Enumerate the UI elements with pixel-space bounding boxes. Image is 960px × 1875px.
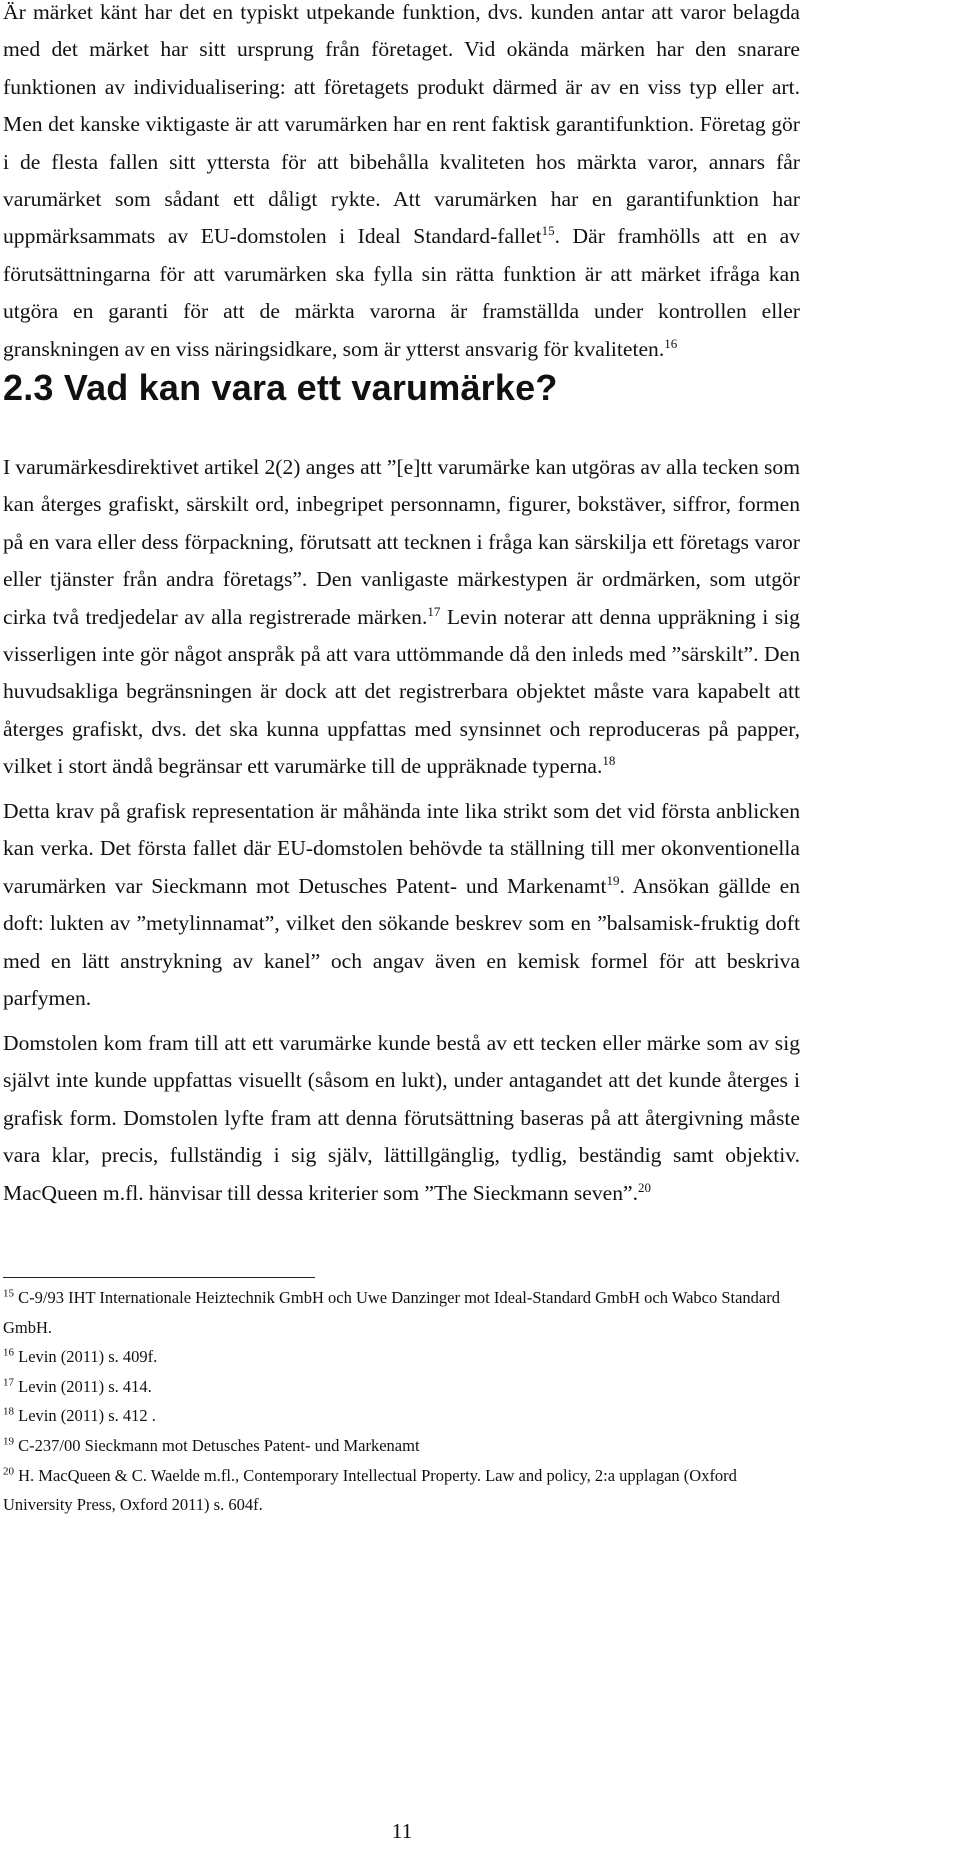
footnote-ref-17: 17 bbox=[427, 603, 441, 619]
paragraph-court-ruling bbox=[3, 1025, 800, 1212]
footnote-19 bbox=[3, 1431, 800, 1461]
footnote-number: 18 bbox=[3, 1405, 14, 1418]
paragraph-text: I varumärkesdirektivet artikel 2(2) anges att ”[e]tt varumärke kan utgöras av alla tecken som kan återges grafiskt, särskilt ord, inbegripet personnamn, figurer, bokstäver, siffror, formen på en vara eller dess förpackning, förutsatt att tecknen i fråga kan särskilja ett företags varor eller tjänster från andra företags”. Den vanligaste märkestypen är ordmärken, som utgör cirka två tredjedelar av alla registrerade märken. bbox=[3, 455, 800, 629]
paragraph-text: Domstolen kom fram till att ett varumärke kunde bestå av ett tecken eller märke som av sig självt inte kunde uppfattas visuellt (såsom en lukt), under antagandet att det kunde återges i grafisk form. Domstolen lyfte fram att denna förutsättning baseras på att återgivning måste vara klar, precis, fullständig i sig själv, lättillgänglig, tydlig, beständig samt objektiv. MacQueen m.fl. hänvisar till dessa kriterier som ”The Sieckmann seven”. bbox=[3, 1031, 800, 1205]
footnote-15 bbox=[3, 1283, 800, 1342]
footnote-separator bbox=[3, 1277, 315, 1278]
footnote-ref-16: 16 bbox=[664, 335, 678, 351]
footnote-text: Levin (2011) s. 409f. bbox=[14, 1347, 158, 1367]
footnote-16 bbox=[3, 1342, 800, 1372]
footnote-number: 19 bbox=[3, 1435, 14, 1448]
footnote-number: 20 bbox=[3, 1465, 14, 1478]
footnote-text: Levin (2011) s. 414. bbox=[14, 1376, 152, 1396]
paragraph-trademark-functions bbox=[3, 0, 800, 368]
paragraph-text: . Där framhölls att en av förutsättningarna för att varumärken ska fylla sin rätta funktion är att märket ifråga kan utgöra en garanti för att de märkta varorna är framställda under kontrollen eller granskningen av en viss näringsidkare, som är ytterst ansvarig för kvaliteten. bbox=[3, 224, 800, 361]
footnote-number: 16 bbox=[3, 1346, 14, 1359]
footnote-ref-18: 18 bbox=[602, 753, 616, 769]
paragraph-text: Levin noterar att denna uppräkning i sig visserligen inte gör något anspråk på att vara uttömmande då den inleds med ”särskilt”. Den huvudsakliga begränsningen är dock att det registrerbara objektet måste vara kapabelt att återges grafiskt, dvs. det ska kunna uppfattas med synsinnet och reproduceras på papper, vilket i stort ändå begränsar ett varumärke till de uppräknade typerna. bbox=[3, 604, 800, 779]
footnote-number: 15 bbox=[3, 1287, 14, 1300]
footnote-17 bbox=[3, 1372, 800, 1402]
paragraph-graphic-representation bbox=[3, 793, 800, 1017]
footnote-18 bbox=[3, 1401, 800, 1431]
footnote-20 bbox=[3, 1461, 800, 1520]
section-heading: 2.3 Vad kan vara ett varumärke? bbox=[3, 367, 558, 408]
paragraph-text: . Ansökan gällde en doft: lukten av ”metylinnamat”, vilket den sökande beskrev som en ”balsamisk-fruktig doft med en lätt anstrykning av kanel” och angav även en kemisk formel för att beskriva parfymen. bbox=[3, 873, 800, 1011]
page-number: 11 bbox=[391, 1819, 413, 1843]
footnote-ref-15: 15 bbox=[541, 223, 555, 239]
footnote-text: H. MacQueen & C. Waelde m.fl., Contemporary Intellectual Property. Law and policy, 2:a upplagan (Oxford University Press, Oxford 2011) s. 604f. bbox=[3, 1465, 737, 1515]
footnote-ref-20: 20 bbox=[638, 1179, 652, 1195]
paragraph-text: Detta krav på grafisk representation är måhända inte lika strikt som det vid första anblicken kan verka. Det första fallet där EU-domstolen behövde ta ställning till mer okonventionella varumärken var Sieckmann mot Detusches Patent- und Markenamt bbox=[3, 799, 800, 898]
footnote-text: C-9/93 IHT Internationale Heiztechnik GmbH och Uwe Danzinger mot Ideal-Standard GmbH och Wabco Standard GmbH. bbox=[3, 1288, 781, 1337]
paragraph-trademark-directive bbox=[3, 449, 800, 786]
footnote-text: Levin (2011) s. 412 . bbox=[14, 1406, 156, 1426]
footnote-ref-19: 19 bbox=[606, 872, 620, 888]
footnotes bbox=[3, 1283, 800, 1520]
footnote-number: 17 bbox=[3, 1376, 14, 1389]
footnote-text: C-237/00 Sieckmann mot Detusches Patent- und Markenamt bbox=[14, 1435, 420, 1455]
paragraph-text: Är märket känt har det en typiskt utpekande funktion, dvs. kunden antar att varor belagda med det märket har sitt ursprung från företaget. Vid okända märken har den snarare funktionen av individualisering: att företagets produkt därmed är av en viss typ eller art. Men det kanske viktigaste är att varumärken har en rent faktisk garantifunktion. Företag gör i de flesta fallen sitt yttersta för att bibehålla kvaliteten hos märkta varor, annars får varumärket som sådant ett dåligt rykte. Att varumärken har en garantifunktion har uppmärksammats av EU-domstolen i Ideal Standard-fallet bbox=[3, 0, 800, 249]
